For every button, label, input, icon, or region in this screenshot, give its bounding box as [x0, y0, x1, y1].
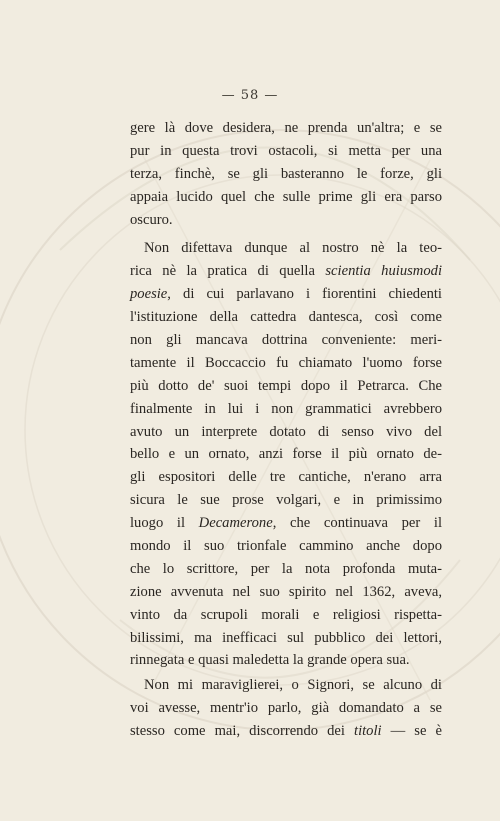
text-line: mondo il suo trionfale cammino anche dopo	[130, 538, 442, 555]
text-line: rica nè la pratica di quella scientia huiusmodi	[130, 263, 442, 280]
text-line: zione avvenuta nel suo spirito nel 1362, aveva,	[130, 583, 442, 600]
text-line: più dotto de' suoi tempi dopo il Petrarca. Che	[130, 377, 442, 394]
paragraph	[130, 674, 442, 743]
text-line: appaia lucido quel che sulle prime gli era parso	[130, 188, 442, 205]
text-line: vinto da scrupoli morali e religiosi rispetta-	[130, 606, 442, 623]
text-line: voi avesse, mentr'io parlo, già domandato a se	[130, 700, 442, 717]
paragraph	[130, 237, 442, 672]
text-line: rinnegata e quasi maledetta la grande opera sua.	[130, 652, 410, 669]
text-line: che lo scrittore, per la nota profonda muta-	[130, 560, 442, 577]
text-line: bilissimi, ma inefficaci sul pubblico dei lettori,	[130, 629, 442, 646]
text-line: poesie, di cui parlavano i fiorentini chiedenti	[130, 286, 442, 303]
text-line: terza, finchè, se gli basteranno le forze, gli	[130, 165, 442, 182]
text-line: Non difettava dunque al nostro nè la teo-	[144, 240, 442, 257]
text-line: avuto un interprete dotato di senso vivo del	[130, 423, 442, 440]
text-line: stesso come mai, discorrendo dei titoli — se è	[130, 723, 442, 740]
text-line: l'istituzione della cattedra dantesca, così come	[130, 309, 442, 326]
text-line: tamente il Boccaccio fu chiamato l'uomo forse	[130, 354, 442, 371]
text-line: sicura le sue prose volgari, e in primissimo	[130, 492, 442, 509]
text-line: non gli mancava dottrina conveniente: meri-	[130, 332, 442, 349]
text-line: oscuro.	[130, 211, 173, 228]
text-line: bello e un ornato, anzi forse il più ornato de-	[130, 446, 442, 463]
page-number: — 58 —	[221, 88, 279, 103]
body-text	[130, 117, 442, 743]
text-line: gli espositori delle tre cantiche, n'erano arra	[130, 469, 442, 486]
text-line: gere là dove desidera, ne prenda un'altra; e se	[130, 120, 442, 136]
text-line: finalmente in lui i non grammatici avrebbero	[130, 400, 442, 417]
text-line: luogo il Decamerone, che continuava per il	[130, 515, 442, 532]
paragraph	[130, 117, 442, 231]
text-line: Non mi maraviglierei, o Signori, se alcuno di	[144, 677, 442, 694]
text-line: pur in questa trovi ostacoli, si metta per una	[130, 142, 442, 159]
